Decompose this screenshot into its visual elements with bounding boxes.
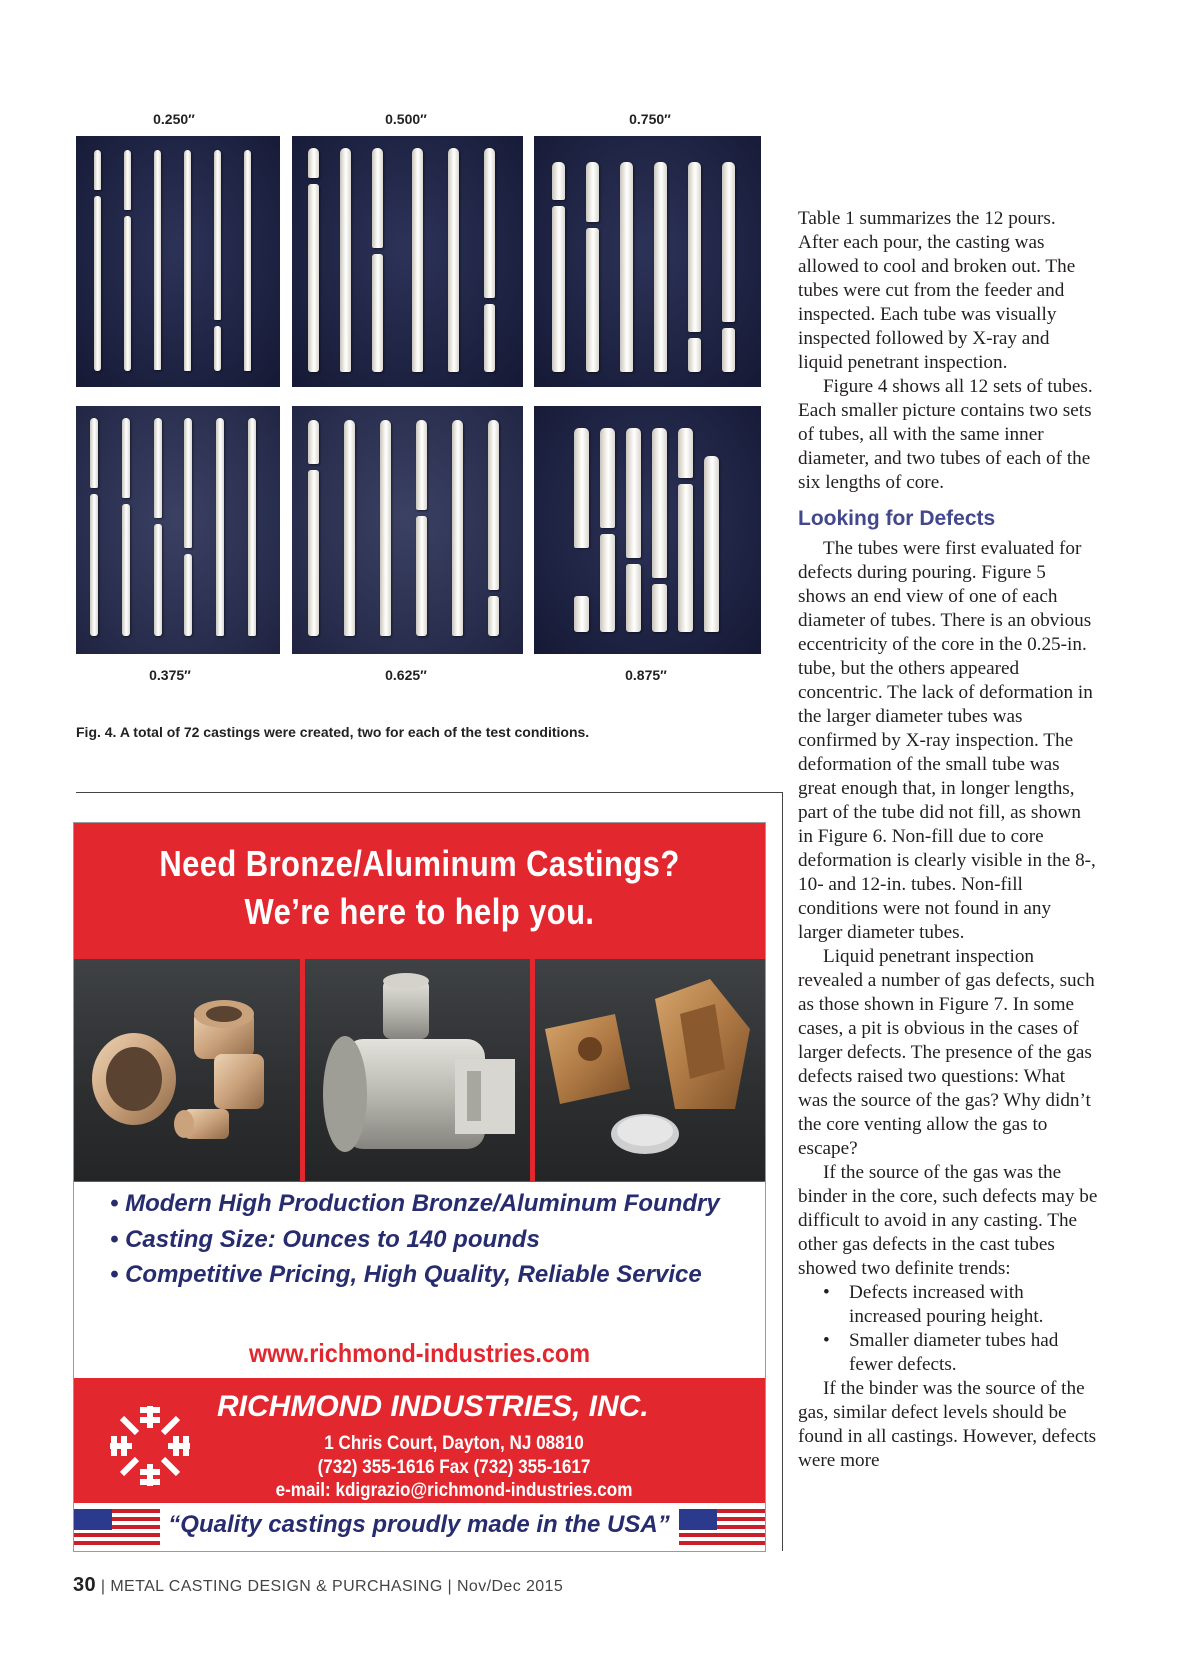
article-paragraph-6: If the binder was the source of the gas, similar defect levels should be found in all castings. However, defects were more: [798, 1378, 1097, 1471]
size-label-0250: 0.250″: [153, 111, 195, 127]
us-flag-icon-right: [679, 1509, 765, 1547]
tube-photo-0875: [534, 406, 761, 654]
publication-name: METAL CASTING DESIGN & PURCHASING: [110, 1578, 443, 1595]
issue-date: Nov/Dec 2015: [456, 1578, 564, 1595]
ad-headline-2: We’re here to help you.: [244, 891, 595, 932]
page-footer: [73, 1574, 563, 1597]
defect-trend-list: [798, 1281, 1098, 1377]
page-number: 30: [73, 1574, 97, 1596]
tube-photo-0500: [292, 136, 523, 387]
article-paragraph-3: The tubes were first evaluated for defects during pouring. Figure 5 shows an end view of one of each diameter of tubes. There is an obvious eccentricity of the core in the 0.25-in. tube, but the others appeared concentric. The lack of deformation in the larger diameter tubes was confirmed by X-ray inspection. The deformation of the small tube was great enough that, in longer lengths, part of the tube did not fill, as shown in Figure 6. Non-fill due to core deformation is clearly visible in the 8-, 10- and 12-in. tubes. Non-fill conditions were not found in any larger diameter tubes.: [798, 538, 1096, 943]
ad-photo-strip: [74, 954, 765, 1182]
ad-slogan-bar: [74, 1503, 765, 1551]
ad-bullet-size: • Casting Size: Ounces to 140 pounds: [110, 1226, 540, 1253]
size-label-0875: 0.875″: [625, 667, 667, 683]
ad-frame-right-rule: [782, 792, 783, 1551]
richmond-advertisement[interactable]: [73, 822, 766, 1552]
list-item: • Defects increased with increased pouring height.: [823, 1282, 1044, 1327]
us-flag-icon-left: [74, 1509, 160, 1547]
tube-photo-0375: [76, 406, 280, 654]
size-label-0750: 0.750″: [629, 111, 671, 127]
ad-contact-footer: [74, 1378, 765, 1551]
figure-caption: Fig. 4. A total of 72 castings were created, two for each of the test conditions.: [76, 724, 590, 740]
ad-headline-1: Need Bronze/Aluminum Castings?: [159, 843, 680, 884]
ad-email[interactable]: e-mail: kdigrazio@richmond-industries.com: [275, 1480, 633, 1501]
article-paragraph-1: Table 1 summarizes the 12 pours. After each pour, the casting was allowed to cool and broken out. The tubes were cut from the feeder and inspected. Each tube was visually inspected followed by X-ray and liquid penetrant inspection.: [798, 208, 1076, 373]
ad-website-link[interactable]: www.richmond-industries.com: [248, 1338, 591, 1368]
size-label-0500: 0.500″: [385, 111, 427, 127]
bronze-fittings-photo: [74, 959, 300, 1181]
ad-frame-top-rule: [76, 792, 783, 793]
ad-phone: (732) 355-1616 Fax (732) 355-1617: [317, 1457, 591, 1478]
size-label-0375: 0.375″: [149, 667, 191, 683]
footer-separator-2: |: [447, 1578, 453, 1595]
article-column: [798, 207, 1098, 1473]
ad-address: 1 Chris Court, Dayton, NJ 08810: [324, 1433, 584, 1454]
bronze-parts-coin-photo: [535, 959, 765, 1181]
tube-photo-0625: [292, 406, 523, 654]
article-paragraph-2: Figure 4 shows all 12 sets of tubes. Each smaller picture contains two sets of tubes, all with the same inner diameter, and two tubes of each of the six lengths of core.: [798, 376, 1093, 493]
ad-header: [74, 823, 765, 954]
footer-separator-1: |: [100, 1578, 106, 1595]
size-label-0625: 0.625″: [385, 667, 427, 683]
tube-photo-0750: [534, 136, 761, 387]
tube-photo-0250: [76, 136, 280, 387]
article-paragraph-5: If the source of the gas was the binder in the core, such defects may be difficult to avoid in any casting. The other gas defects in the cast tubes showed two definite trends:: [798, 1162, 1098, 1279]
list-item: • Smaller diameter tubes had fewer defects.: [823, 1330, 1059, 1375]
aluminum-casting-photo: [305, 959, 530, 1181]
richmond-logo-icon: [100, 1396, 200, 1496]
ad-company-name: RICHMOND INDUSTRIES, INC.: [217, 1390, 649, 1423]
section-heading: Looking for Defects: [798, 507, 996, 530]
article-paragraph-4: Liquid penetrant inspection revealed a number of gas defects, such as those shown in Figure 7. In some cases, a pit is obvious in the cases of larger defects. The presence of the gas defects raised two questions: What was the source of the gas? Why didn’t the core venting allow the gas to escape?: [798, 946, 1095, 1159]
ad-bullet-foundry: • Modern High Production Bronze/Aluminum Foundry: [110, 1190, 720, 1217]
ad-slogan: “Quality castings proudly made in the USA”: [168, 1511, 670, 1538]
ad-bullet-pricing: • Competitive Pricing, High Quality, Reliable Service: [110, 1261, 702, 1288]
